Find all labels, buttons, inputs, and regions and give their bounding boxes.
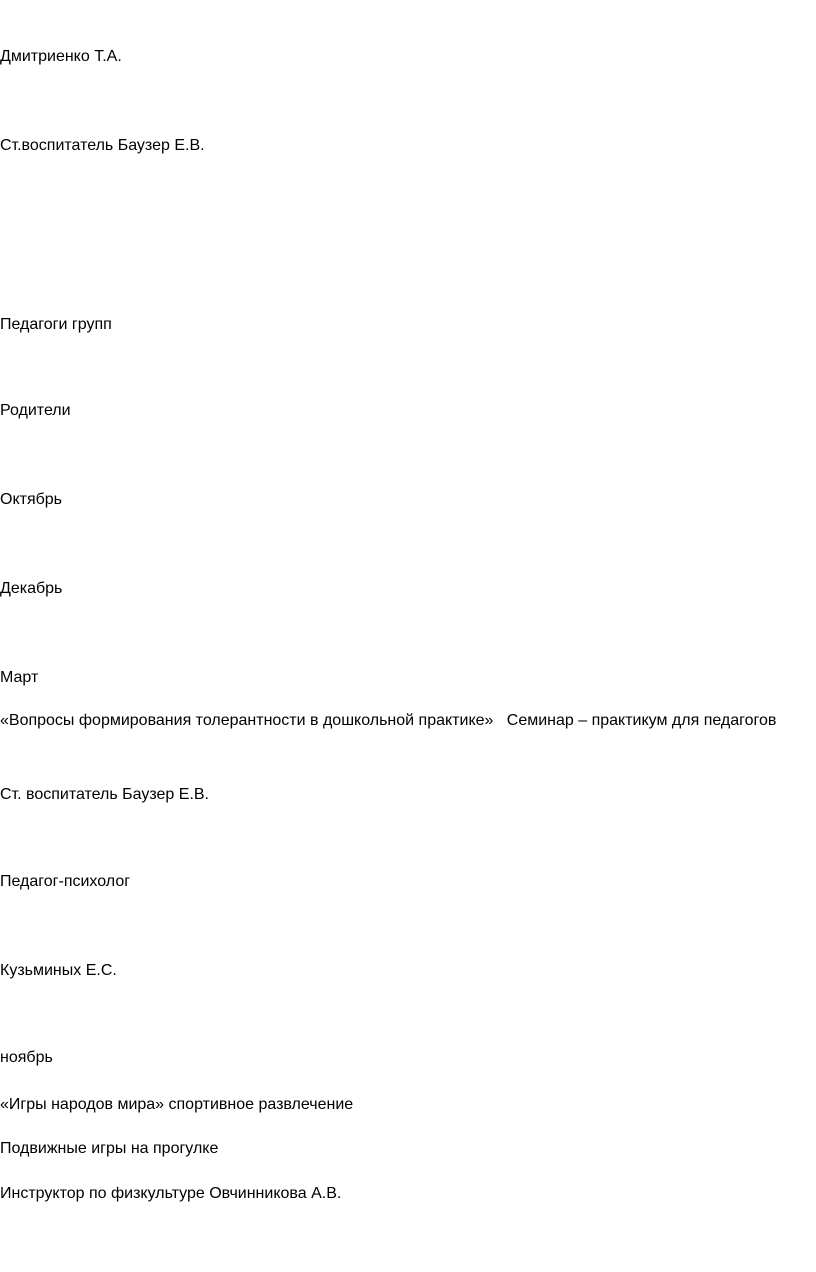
month-november: ноябрь xyxy=(0,1049,53,1066)
responsible-name-dmitrienko: Дмитриенко Т.А. xyxy=(0,48,122,65)
audience-group-teachers: Педагоги групп xyxy=(0,316,112,333)
senior-educator-bauzer-2: Ст. воспитатель Баузер Е.В. xyxy=(0,786,209,803)
month-december: Декабрь xyxy=(0,580,63,597)
pe-instructor: Инструктор по физкультуре Овчинникова А.В. xyxy=(0,1185,342,1202)
month-october: Октябрь xyxy=(0,491,63,508)
month-march: Март xyxy=(0,669,39,686)
senior-educator-bauzer: Ст.воспитатель Баузер Е.В. xyxy=(0,137,205,154)
role-psychologist: Педагог-психолог xyxy=(0,873,131,890)
seminar-title: «Вопросы формирования толерантности в дошкольной практике» Семинар – практикум для педагогов xyxy=(0,712,777,729)
psychologist-name: Кузьминых Е.С. xyxy=(0,962,117,979)
event-games-of-peoples: «Игры народов мира» спортивное развлечение xyxy=(0,1096,354,1113)
event-outdoor-games: Подвижные игры на прогулке xyxy=(0,1140,219,1157)
audience-parents: Родители xyxy=(0,402,71,419)
